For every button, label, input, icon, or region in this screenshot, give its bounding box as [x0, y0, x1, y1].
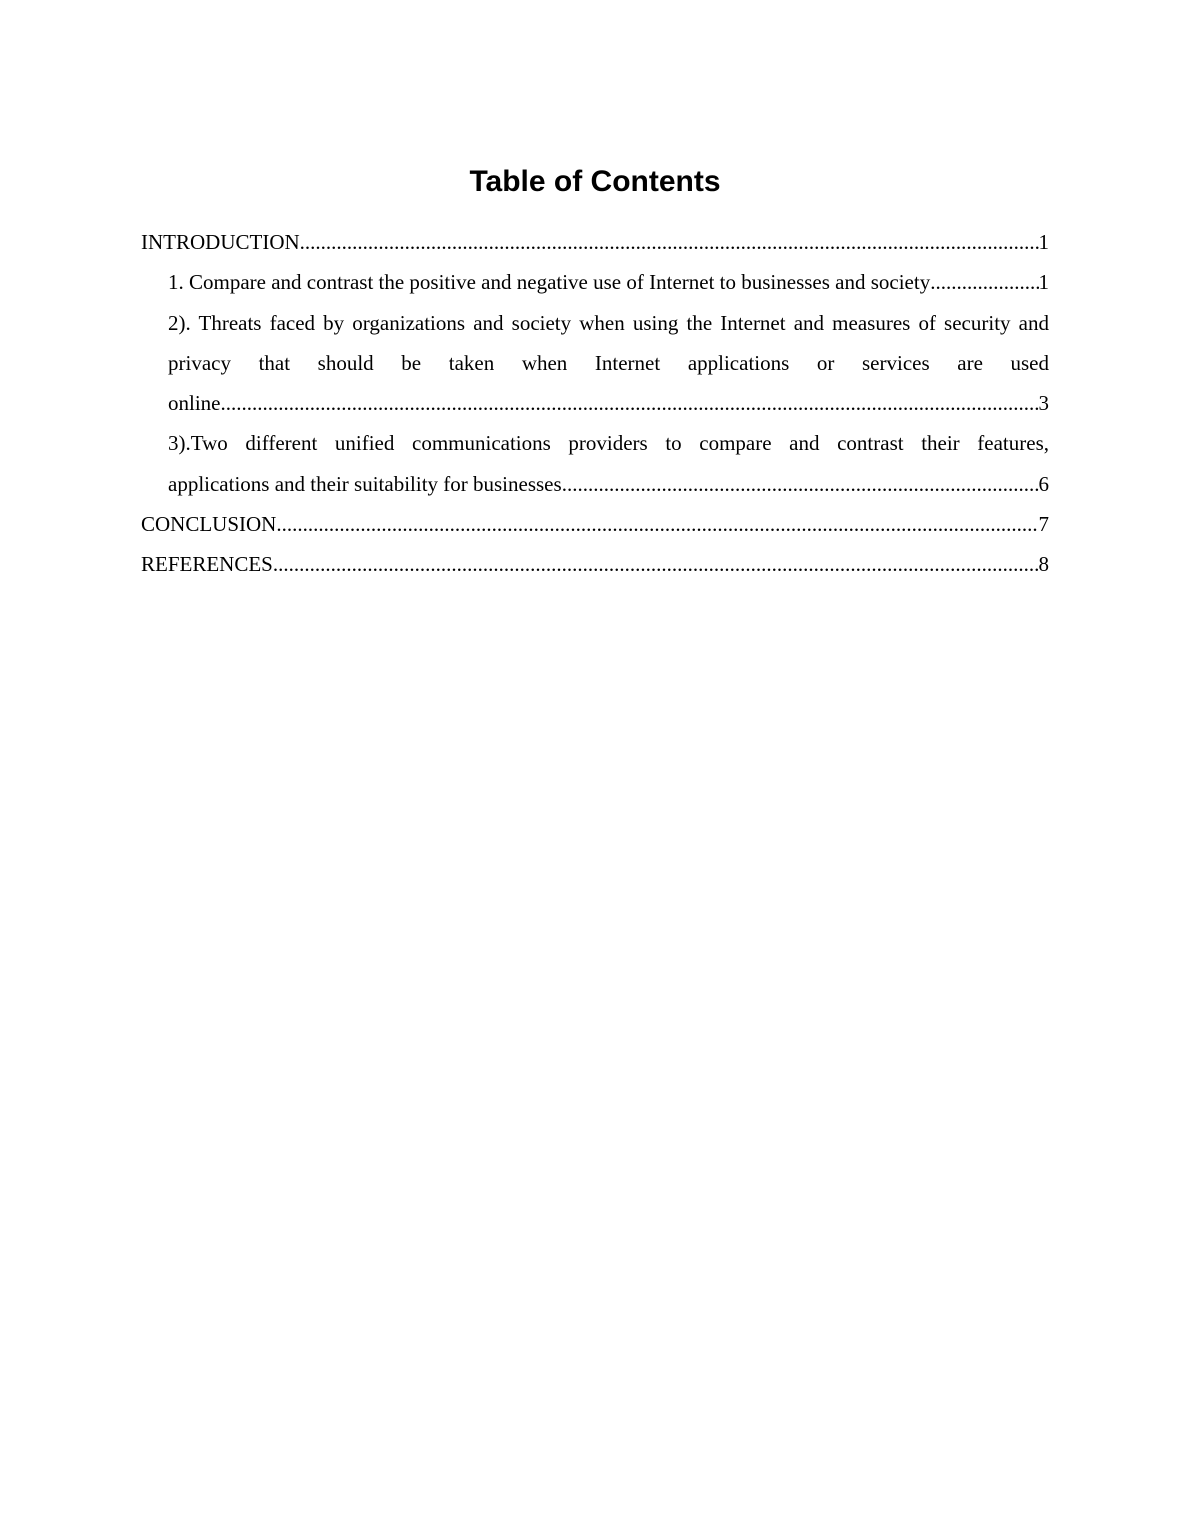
toc-page-number: 6: [1038, 471, 1049, 496]
toc-entry-title-tail: online: [168, 391, 221, 416]
toc-entry-title: CONCLUSION: [141, 512, 277, 537]
toc-entry-title: 1. Compare and contrast the positive and negative use of Internet to businesses and society: [168, 270, 931, 295]
toc-entry-unified-communications[interactable]: [141, 423, 1049, 504]
table-of-contents: [141, 222, 1049, 585]
dot-leader: [300, 222, 1039, 262]
toc-entry-line: [168, 383, 1049, 423]
page-title: Table of Contents: [469, 165, 721, 198]
toc-page-number: 1: [1038, 230, 1049, 254]
dot-leader: [273, 544, 1039, 584]
toc-entry-threats-and-security[interactable]: [141, 303, 1049, 424]
toc-page-number: 3: [1038, 391, 1049, 416]
toc-entry-line: [141, 504, 1049, 544]
dot-leader: [930, 262, 1038, 302]
toc-entry-line: [168, 464, 1049, 504]
toc-entry-line: [168, 262, 1049, 302]
dot-leader: [221, 383, 1039, 423]
toc-entry-title-tail: applications and their suitability for businesses: [168, 471, 562, 496]
toc-entry-compare-internet-use[interactable]: [141, 262, 1049, 302]
toc-page-number: 1: [1038, 270, 1049, 295]
toc-entry-references[interactable]: [141, 544, 1049, 584]
toc-entry-conclusion[interactable]: [141, 504, 1049, 544]
toc-entry-line: [141, 544, 1049, 584]
toc-entry-title-lead: 3).Two different unified communications providers to compare and contrast their features,: [168, 431, 1049, 456]
toc-entry-title: INTRODUCTION: [141, 230, 300, 254]
toc-page-number: 8: [1038, 552, 1049, 577]
dot-leader: [276, 504, 1038, 544]
toc-entry-introduction[interactable]: [141, 222, 1049, 262]
toc-entry-line: [141, 222, 1049, 262]
dot-leader: [562, 464, 1039, 504]
toc-entry-title-lead: 2). Threats faced by organizations and society when using the Internet and measures of security and privacy that should be taken when Internet applications or services are used: [168, 310, 1049, 375]
toc-entry-title: REFERENCES: [141, 552, 273, 577]
toc-page-number: 7: [1038, 512, 1049, 537]
